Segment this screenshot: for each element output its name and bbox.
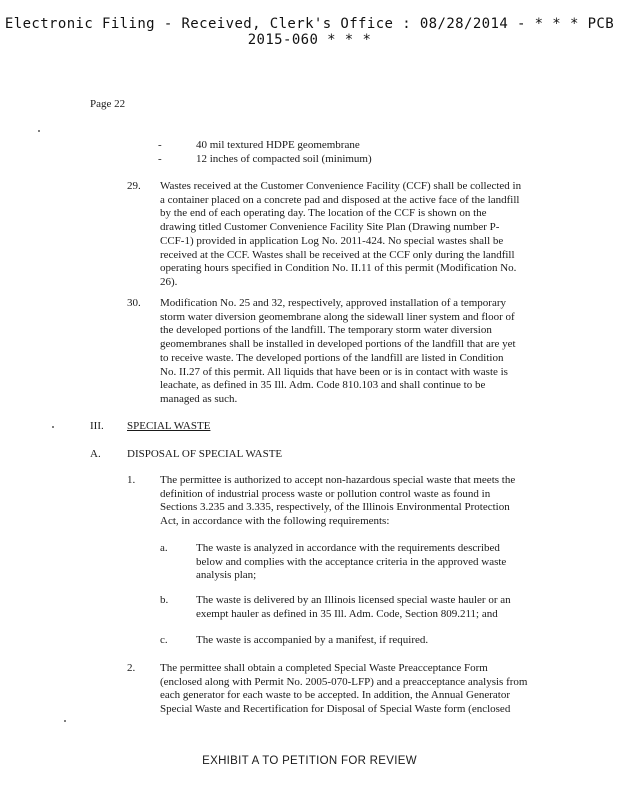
subitem-paragraph	[196, 634, 556, 648]
scan-speck	[64, 720, 66, 722]
scan-speck	[52, 426, 54, 428]
text-line: exempt hauler as defined in 35 Ill. Adm. Code, Section 809.211; and	[196, 607, 498, 620]
text-line: (enclosed along with Permit No. 2005-070-LFP) and a preacceptance analysis from	[160, 675, 528, 688]
condition-paragraph	[160, 297, 550, 407]
item-paragraph	[160, 662, 550, 717]
bullet-text: 40 mil textured HDPE geomembrane	[196, 139, 360, 151]
item-number: 2.	[127, 662, 136, 674]
subitem-paragraph	[196, 542, 556, 583]
text-line: Modification No. 25 and 32, respectively, approved installation of a temporary	[160, 297, 506, 309]
item-paragraph	[160, 474, 550, 529]
text-line: received at the CCF. Wastes shall be received at the CCF only during the landfill	[160, 248, 515, 261]
exhibit-footer: EXHIBIT A TO PETITION FOR REVIEW	[202, 755, 417, 767]
text-line: Wastes received at the Customer Convenience Facility (CCF) shall be collected in	[160, 180, 522, 192]
text-line: leachate, as defined in 35 Ill. Adm. Code 810.103 and shall continue to be	[160, 379, 486, 392]
section-title: SPECIAL WASTE	[127, 420, 211, 432]
item-number: 1.	[127, 474, 136, 486]
bullet-text: 12 inches of compacted soil (minimum)	[196, 153, 372, 165]
bullet-marker: -	[158, 139, 162, 151]
text-line: the developed portions of the landfill. The temporary storm water diversion	[160, 324, 492, 337]
text-line: to receive waste. The developed portions of the landfill are listed in Condition	[160, 351, 504, 364]
text-line: analysis plan;	[196, 569, 257, 582]
text-line: The waste is delivered by an Illinois licensed special waste hauler or an	[196, 594, 511, 606]
text-line: CCF-1) provided in application Log No. 2011-424. No special wastes shall be	[160, 234, 504, 247]
subitem-letter: c.	[160, 634, 168, 646]
text-line: each generator for each waste to be accepted. In addition, the Annual Generator	[160, 689, 511, 702]
filing-header-stamp: Electronic Filing - Received, Clerk's Office : 08/28/2014 - * * * PCB 2015-060 * * *	[4, 16, 615, 48]
text-line: by the end of each operating day. The location of the CCF is shown on the	[160, 207, 487, 220]
condition-number: 29.	[127, 180, 141, 192]
text-line: No. II.27 of this permit. All liquids that have been or is in contact with waste is	[160, 365, 508, 378]
text-line: definition of industrial process waste or pollution control waste as found in	[160, 487, 491, 500]
text-line: storm water diversion geomembrane along the sidewall liner system and floor of	[160, 310, 515, 323]
section-number: III.	[90, 420, 104, 432]
text-line: Special Waste and Recertification for Disposal of Special Waste form (enclosed	[160, 703, 511, 716]
text-line: operating hours specified in Condition No. II.11 of this permit (Modification No.	[160, 262, 517, 275]
text-line: Act, in accordance with the following requirements:	[160, 515, 390, 528]
condition-paragraph	[160, 180, 550, 290]
text-line: The waste is analyzed in accordance with the requirements described	[196, 542, 500, 554]
condition-number: 30.	[127, 297, 141, 309]
text-line: The permittee is authorized to accept non-hazardous special waste that meets the	[160, 474, 516, 486]
text-line: The permittee shall obtain a completed Special Waste Preacceptance Form	[160, 662, 488, 674]
text-line: drawing titled Customer Convenience Facility Site Plan (Drawing number P-	[160, 221, 500, 234]
text-line: The waste is accompanied by a manifest, if required.	[196, 634, 429, 646]
text-line: geomembranes shall be installed in developed portions of the landfill that are yet	[160, 338, 516, 351]
subitem-paragraph	[196, 594, 556, 621]
bullet-marker: -	[158, 153, 162, 165]
scan-speck	[38, 130, 40, 132]
subsection-title: DISPOSAL OF SPECIAL WASTE	[127, 448, 283, 460]
subsection-letter: A.	[90, 448, 101, 460]
page-number: Page 22	[90, 98, 126, 110]
subitem-letter: a.	[160, 542, 168, 554]
text-line: managed as such.	[160, 392, 238, 405]
text-line: a container placed on a concrete pad and disposed at the active face of the landfill	[160, 193, 520, 206]
text-line: 26).	[160, 275, 178, 288]
text-line: Sections 3.235 and 3.335, respectively, of the Illinois Environmental Protection	[160, 501, 510, 514]
subitem-letter: b.	[160, 594, 169, 606]
text-line: below and complies with the acceptance criteria in the approved waste	[196, 555, 507, 568]
